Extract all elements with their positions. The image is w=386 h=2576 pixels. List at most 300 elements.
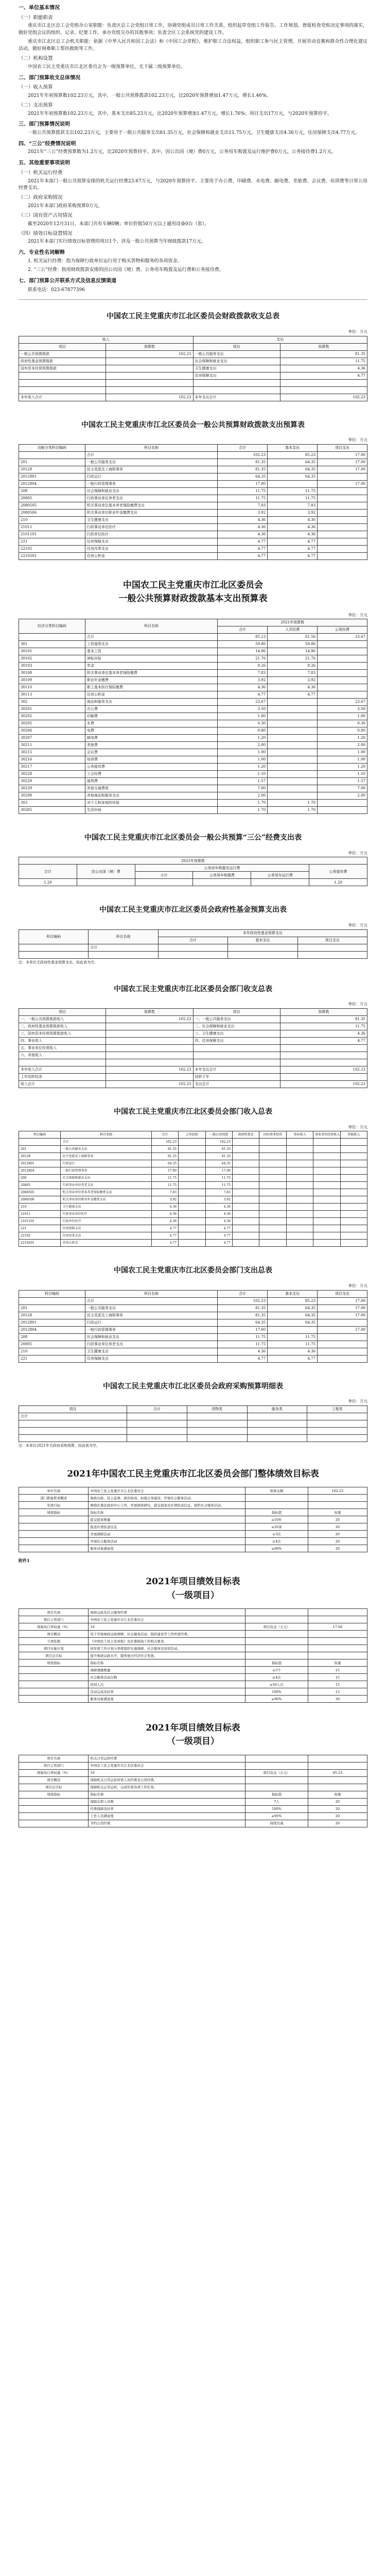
- table-cell: [193, 1059, 280, 1066]
- table-cell: 17.00: [318, 1297, 367, 1304]
- table-cell: 商品和服务支出: [85, 699, 217, 706]
- table-row: [19, 365, 367, 372]
- table-cell: 对个人和家庭的补助: [85, 800, 217, 807]
- table-cell: [187, 1434, 247, 1442]
- table-cell: 项目资金（万元）: [245, 1623, 308, 1631]
- general-budget-expense-table: [19, 444, 367, 560]
- table-cell: 64.35: [151, 1160, 178, 1167]
- table-cell: 机关日常运转经费: [89, 1755, 245, 1762]
- table-cell: 20805: [19, 1341, 85, 1348]
- table-cell: [313, 1204, 340, 1211]
- table-row: [19, 1688, 367, 1696]
- table-cell: 印刷费: [85, 713, 217, 720]
- table-cell: 30108: [19, 670, 85, 677]
- table-cell: 17.00: [151, 1167, 178, 1175]
- table-row: [19, 1696, 367, 1703]
- table-cell: 59.86: [218, 641, 268, 648]
- table-cell: [179, 1218, 205, 1225]
- table-cell: 职工基本医疗保险缴费: [85, 684, 217, 691]
- table-cell: 81.35: [205, 1146, 232, 1153]
- table-cell: [313, 1182, 340, 1189]
- table-cell: [286, 1225, 313, 1232]
- table-cell: [286, 1139, 313, 1146]
- table-row: [19, 1160, 367, 1167]
- table-cell: [340, 1204, 367, 1211]
- table-row: [19, 792, 367, 800]
- table-cell: 4.77: [268, 1355, 318, 1362]
- table-cell: [340, 1225, 367, 1232]
- subsection-title: （一）职能职责: [19, 14, 53, 21]
- table-cell: 4.36: [151, 1204, 178, 1211]
- table-cell: 1.20: [309, 879, 367, 886]
- table-cell: [318, 1333, 367, 1341]
- table-row: [19, 545, 367, 552]
- table-cell: [318, 516, 367, 523]
- table-cell: 一般公共服务支出: [85, 1304, 217, 1312]
- table-title: 中国农工民主党重庆市江北区委员会部门收支总表: [114, 985, 272, 993]
- paragraph: 2021年年初预算数102.23万元，其中，基本支出85.23万元，比2020年预算增加1.47万元，增长1.76%；项目支出17万元，与2020年预算持平。: [28, 111, 332, 116]
- table-row: [19, 1609, 367, 1616]
- table-cell: 4.77: [218, 1355, 268, 1362]
- budget-description: [19, 4, 367, 294]
- table-cell: [307, 1427, 367, 1434]
- table-cell: [187, 1420, 247, 1427]
- table-row: [19, 1312, 367, 1319]
- table-cell: 30207: [19, 735, 85, 742]
- table-row: [19, 1659, 367, 1667]
- table-cell: 4.77: [268, 545, 318, 552]
- table-cell: [19, 372, 106, 379]
- table-cell: [308, 1631, 367, 1638]
- table-row: [19, 1545, 367, 1552]
- table-cell: [245, 1652, 308, 1659]
- table-cell: [251, 879, 309, 886]
- paragraph: 2021年本部门实行绩效目标管理的项目1个，涉及一般公共预算当年财政拨款17万元。: [28, 239, 206, 245]
- table-cell: [127, 1420, 187, 1427]
- table-cell: [286, 1232, 313, 1240]
- table-cell: 2080506: [19, 1196, 61, 1204]
- table-header: 科目名称: [85, 444, 217, 451]
- table-row: [19, 1645, 367, 1652]
- table-cell: 2.00: [218, 742, 268, 749]
- table-cell: 差旅费: [85, 742, 217, 749]
- table-cell: 1.57: [218, 778, 268, 785]
- table-header: 收入: [19, 336, 194, 343]
- table-row: [19, 1638, 367, 1645]
- table-cell: 0.80: [218, 727, 268, 735]
- table-cell: [307, 1434, 367, 1442]
- table-cell: [318, 648, 367, 655]
- table-row: [19, 1674, 367, 1681]
- table-row: [19, 502, 367, 509]
- table-cell: 三、卫生健康支出: [193, 1030, 280, 1037]
- table-cell: 2210201: [19, 1240, 61, 1247]
- table-cell: 4.77: [218, 538, 268, 545]
- table-cell: 国有资本经营预算拨款: [19, 365, 106, 372]
- table-cell: 指标值: [245, 1659, 308, 1667]
- table-cell: 提升参政议政水平，服务地方经济社会发展。: [89, 1652, 245, 1659]
- table-cell: [179, 1153, 205, 1160]
- table-cell: [286, 1189, 313, 1196]
- table-row: [19, 749, 367, 756]
- table-cell: [286, 1167, 313, 1175]
- table-row: [19, 516, 367, 523]
- table-cell: 4.36: [268, 523, 318, 531]
- table-cell: [259, 1218, 286, 1225]
- table-cell: 基本工资: [85, 648, 217, 655]
- table-cell: 机关事业单位基本养老保险缴费支出: [61, 1189, 151, 1196]
- table-cell: [19, 944, 89, 951]
- table-cell: 本年支出合计: [193, 1066, 280, 1073]
- table-row: [19, 1167, 367, 1175]
- table-cell: 1.70: [268, 800, 318, 807]
- table-row: [19, 1218, 367, 1225]
- table-cell: 保障在职人员数: [89, 1798, 245, 1805]
- table-cell: 201: [19, 1304, 85, 1312]
- table-cell: 1.00: [318, 756, 367, 764]
- table-cell: 指标值: [245, 1791, 308, 1798]
- table-cell: 电费: [85, 727, 217, 735]
- document-page: [0, 4, 386, 1827]
- unit-label: 单位：万元: [348, 1283, 367, 1288]
- table-cell: 项目总目标: [19, 1784, 89, 1791]
- table-row: [19, 742, 367, 749]
- table-cell: 六、其他收入: [19, 1052, 106, 1059]
- table-cell: [340, 1196, 367, 1204]
- table-row: [19, 1073, 367, 1080]
- subsection-title: （二）政府采购情况: [19, 195, 63, 201]
- table-cell: [19, 1812, 89, 1820]
- table-cell: 2101101: [19, 531, 85, 538]
- table-cell: 11.75: [218, 495, 268, 502]
- table-cell: 服务对象满意度: [89, 1696, 245, 1703]
- table-cell: 210: [19, 516, 85, 523]
- table-cell: 20: [308, 1798, 367, 1805]
- table-cell: [19, 1545, 89, 1552]
- table-cell: 30103: [19, 663, 85, 670]
- table-cell: 住房改革支出: [85, 545, 217, 552]
- table-cell: 民主党派及工商联事务: [61, 1153, 151, 1160]
- table-cell: [228, 951, 297, 958]
- table-cell: [106, 372, 193, 379]
- table-cell: 20: [308, 1820, 367, 1827]
- table-cell: 10: [89, 1623, 245, 1631]
- table-note: 注：本单位2021年无政府采购预算，故此表为空。: [19, 1443, 100, 1448]
- table-cell: 提交提案数量: [89, 1516, 245, 1523]
- table-cell: [179, 1167, 205, 1175]
- table-cell: 政府性基金预算拨款: [19, 358, 106, 365]
- table-cell: 102.23: [218, 1297, 268, 1304]
- table-cell: 行政事业单位医疗: [61, 1211, 151, 1218]
- table-cell: [268, 735, 318, 742]
- table-cell: 2080506: [19, 509, 85, 516]
- table-cell: 2012801: [19, 1160, 61, 1167]
- table-cell: [318, 807, 367, 814]
- table-cell: 住房保障支出: [193, 372, 280, 379]
- gov-fund-expense-table: [19, 929, 367, 959]
- table-cell: 保障机关日常运转所需人员经费及公用经费。: [89, 1776, 245, 1784]
- paragraph: 2. “三公”经费：指用财政拨款安排的因公出国（境）费、公务用车购置及运行费和公务接待费。: [28, 267, 224, 273]
- table-cell: 4.77: [151, 1232, 178, 1240]
- table-cell: [259, 1153, 286, 1160]
- table-cell: 支出总计: [193, 1080, 280, 1088]
- table-cell: [232, 1240, 259, 1247]
- table-cell: 住房公积金: [85, 552, 217, 560]
- table-cell: 81.35: [218, 466, 268, 473]
- table-cell: 30113: [19, 691, 85, 699]
- section-title: 三、部门预算情况说明: [19, 122, 70, 128]
- table-header: 项目: [193, 1008, 280, 1015]
- table-cell: [286, 1175, 313, 1182]
- table-cell: 绩效指标: [19, 1509, 89, 1516]
- table-cell: 一、一般公共预算拨款收入: [19, 1015, 106, 1023]
- table-row: [19, 1348, 367, 1355]
- paragraph: 2021年年初预算数102.23万元，其中，一般公共预算拨款102.23万元，比2020年预算增加1.47万元，增长1.46%。: [28, 93, 271, 98]
- table-cell: 4.36: [151, 1218, 178, 1225]
- table-cell: 102.23: [151, 1139, 178, 1146]
- table-cell: 7.83: [218, 670, 268, 677]
- table-cell: [259, 1204, 286, 1211]
- table-cell: 20805: [19, 1182, 61, 1189]
- table-cell: 五、事业单位经营收入: [19, 1044, 106, 1052]
- table-row: [19, 1623, 367, 1631]
- table-cell: 64.35: [218, 473, 268, 480]
- table-header: 事业单位经营收入: [313, 1131, 340, 1139]
- table-cell: [19, 951, 89, 958]
- table-cell: 活动完成及时率: [89, 1688, 245, 1696]
- table-cell: 1.57: [318, 778, 367, 785]
- table-cell: [179, 1160, 205, 1167]
- table-cell: 1.00: [318, 749, 367, 756]
- table-cell: 4.36: [218, 523, 268, 531]
- table-cell: [135, 879, 193, 886]
- table-cell: [286, 1196, 313, 1204]
- table-row: [19, 670, 367, 677]
- table-cell: 住房保障支出: [85, 538, 217, 545]
- table-cell: 21011: [19, 1211, 61, 1218]
- table-cell: 81.35: [280, 350, 367, 358]
- unit-label: 单位：万元: [348, 612, 367, 617]
- table-cell: 4.36: [218, 1348, 268, 1355]
- table-cell: [313, 1189, 340, 1196]
- table-cell: 100%: [245, 1688, 308, 1696]
- table-cell: 水费: [85, 720, 217, 727]
- table-cell: [179, 1182, 205, 1189]
- table-cell: 20: [308, 1523, 367, 1531]
- table-cell: 301: [19, 641, 85, 648]
- table-cell: [127, 1413, 187, 1420]
- table-cell: [106, 365, 193, 372]
- table-cell: 2080505: [19, 502, 85, 509]
- table-cell: 81.35: [218, 459, 268, 466]
- table-title: 中国农工民主党重庆市江北区委员会财政拨款收支总表: [107, 312, 279, 321]
- table-cell: 4.77: [268, 538, 318, 545]
- table-cell: [318, 684, 367, 691]
- table-cell: ≥20条: [245, 1523, 308, 1531]
- table-cell: 201: [19, 1146, 61, 1153]
- table-cell: 《中国农工民主党章程》及区委统战工作相关要求。: [89, 1638, 245, 1645]
- table-cell: [318, 1355, 367, 1362]
- table-row: [19, 727, 367, 735]
- table-cell: 年度目标: [19, 1502, 89, 1509]
- table-cell: 二、政府性基金预算拨款收入: [19, 1023, 106, 1030]
- table-row: [19, 480, 367, 487]
- table-row: [19, 944, 367, 951]
- table-header: 合计: [127, 1405, 187, 1413]
- table-cell: [280, 1052, 367, 1059]
- table-header: 科目名称: [85, 1290, 217, 1297]
- table-cell: 住房公积金: [61, 1240, 151, 1247]
- paragraph: 重庆市江北区总工会机关职能：依据《中华人民共和国工会法》和《中国工会章程》，维护职工合法权益，组织职工参与民主管理，开展劳动竞赛和群众性合理化建议活动，做好困难职工帮扶救助等工作。: [19, 39, 367, 52]
- table-cell: 64.35: [205, 1160, 232, 1167]
- table-cell: 208: [19, 1175, 61, 1182]
- table-cell: 20805: [19, 495, 85, 502]
- table-cell: 一般行政管理事务: [61, 1167, 151, 1175]
- table-row: [19, 807, 367, 814]
- table-cell: 85.23: [308, 1769, 367, 1776]
- table-cell: 21.76: [268, 655, 318, 663]
- table-cell: 合计: [85, 451, 217, 459]
- table-cell: 项目总目标: [19, 1652, 89, 1659]
- table-cell: 11.75: [205, 1182, 232, 1189]
- table-header: 公务用车购置及运行费: [135, 865, 309, 872]
- table-cell: 2012804: [19, 1326, 85, 1333]
- table-cell: [268, 756, 318, 764]
- table-cell: 64.35: [268, 1319, 318, 1326]
- subsection-title: （二）支出预算: [19, 102, 53, 108]
- table-cell: 7.83: [268, 670, 318, 677]
- table-cell: 64.35: [268, 466, 318, 473]
- table-cell: [340, 1139, 367, 1146]
- table-row: [19, 1434, 367, 1442]
- table-cell: 生活补助: [85, 807, 217, 814]
- table-row: [19, 1531, 367, 1538]
- table-cell: 工作人员满意度: [89, 1812, 245, 1820]
- table-cell: [259, 1225, 286, 1232]
- table-cell: [313, 1167, 340, 1175]
- table-row: [19, 655, 367, 663]
- table-cell: 4.36: [205, 1218, 232, 1225]
- table-cell: [308, 1645, 367, 1652]
- table-row: [19, 1509, 367, 1516]
- table-cell: 项目概况: [19, 1776, 89, 1784]
- table-cell: [19, 1688, 89, 1696]
- table-cell: [106, 358, 193, 365]
- table-cell: 行政运行: [85, 1319, 217, 1326]
- table-cell: 服务对象满意度: [89, 1545, 245, 1552]
- table-cell: ≥95%: [245, 1812, 308, 1820]
- table-header: 合计: [218, 1290, 268, 1297]
- table-cell: 四、住房保障支出: [193, 1037, 280, 1044]
- table-cell: 30202: [19, 713, 85, 720]
- table-cell: 201: [19, 459, 85, 466]
- table-cell: 收入总计: [19, 1080, 106, 1088]
- table-cell: 指标名称: [89, 1791, 245, 1798]
- table-header: 项目: [193, 343, 280, 350]
- table-cell: [259, 1182, 286, 1189]
- table-row: [19, 459, 367, 466]
- table-cell: [280, 1059, 367, 1066]
- table-cell: 20: [308, 1545, 367, 1552]
- table-row: [19, 1211, 367, 1218]
- table-cell: 项目名称: [19, 1609, 89, 1616]
- table-cell: [308, 1652, 367, 1659]
- table-row: [19, 641, 367, 648]
- table-cell: [340, 1175, 367, 1182]
- table-cell: [308, 1495, 367, 1502]
- table-cell: [158, 944, 227, 951]
- table-cell: 2080505: [19, 1189, 61, 1196]
- table-cell: 1.70: [268, 807, 318, 814]
- table-cell: [286, 1240, 313, 1247]
- table-cell: [268, 785, 318, 792]
- table-row: [19, 1175, 367, 1182]
- table-cell: 行政事业单位养老支出: [85, 495, 217, 502]
- table-cell: 30109: [19, 677, 85, 684]
- table-cell: 三、国有资本经营预算拨款收入: [19, 1030, 106, 1037]
- table-cell: [247, 1420, 307, 1427]
- table-cell: 公务接待费: [85, 764, 217, 771]
- table-header: 科目名称: [89, 929, 158, 944]
- unit-label: 单位：万元: [348, 1002, 367, 1007]
- table-note: 注：本单位无政府性基金预算支出，故此表为空。: [19, 960, 98, 964]
- table-header: 货物类: [187, 1405, 247, 1413]
- table-cell: [318, 502, 367, 509]
- table-cell: 17.00: [318, 459, 367, 466]
- table-cell: 住房保障支出: [85, 1355, 217, 1362]
- table-cell: 一般公共预算拨款: [19, 350, 106, 358]
- section-title: 七、部门预算公开联系方式及信息反馈渠道: [19, 278, 116, 284]
- table-header: 其他收入: [340, 1131, 367, 1139]
- table-cell: 1.00: [218, 713, 268, 720]
- table-cell: 10: [89, 1769, 245, 1776]
- table-header: 项目: [19, 1405, 127, 1413]
- table-cell: 项目资金（万元）: [245, 1769, 308, 1776]
- table-cell: [268, 742, 318, 749]
- unit-label: 单位：万元: [348, 1399, 367, 1404]
- table-header: 合计: [218, 626, 268, 634]
- table-cell: 30201: [19, 706, 85, 713]
- table-cell: [232, 1160, 259, 1167]
- table-row: [19, 800, 367, 807]
- table-row: [19, 495, 367, 502]
- table-row: [19, 1030, 367, 1037]
- section-title: 一、单位基本情况: [19, 5, 60, 11]
- table-header: 小计: [135, 872, 193, 879]
- table-cell: [286, 1218, 313, 1225]
- table-cell: [179, 1211, 205, 1218]
- table-cell: 23.67: [318, 699, 367, 706]
- table-title: 中国农工民主党重庆市江北区委员会部门收入总表: [114, 1107, 272, 1116]
- table-cell: [19, 634, 85, 641]
- table-cell: 4.77: [205, 1225, 232, 1232]
- table-cell: 机关事业单位基本养老保险缴费支出: [85, 502, 217, 509]
- table-cell: 其他交通费用: [85, 785, 217, 792]
- table-cell: 11.75: [205, 1175, 232, 1182]
- table-cell: [268, 480, 318, 487]
- table-cell: 17.00: [318, 451, 367, 459]
- table-cell: [340, 1189, 367, 1196]
- table-cell: 102.23: [218, 451, 268, 459]
- table-cell: [308, 1616, 367, 1623]
- table-cell: 行政单位医疗: [61, 1218, 151, 1225]
- table-cell: 调研课题数量: [89, 1667, 245, 1674]
- table-row: [19, 1153, 367, 1160]
- table-cell: [187, 1413, 247, 1420]
- table-cell: 15: [308, 1674, 367, 1681]
- table-cell: 奖金: [85, 663, 217, 670]
- table-cell: [313, 1175, 340, 1182]
